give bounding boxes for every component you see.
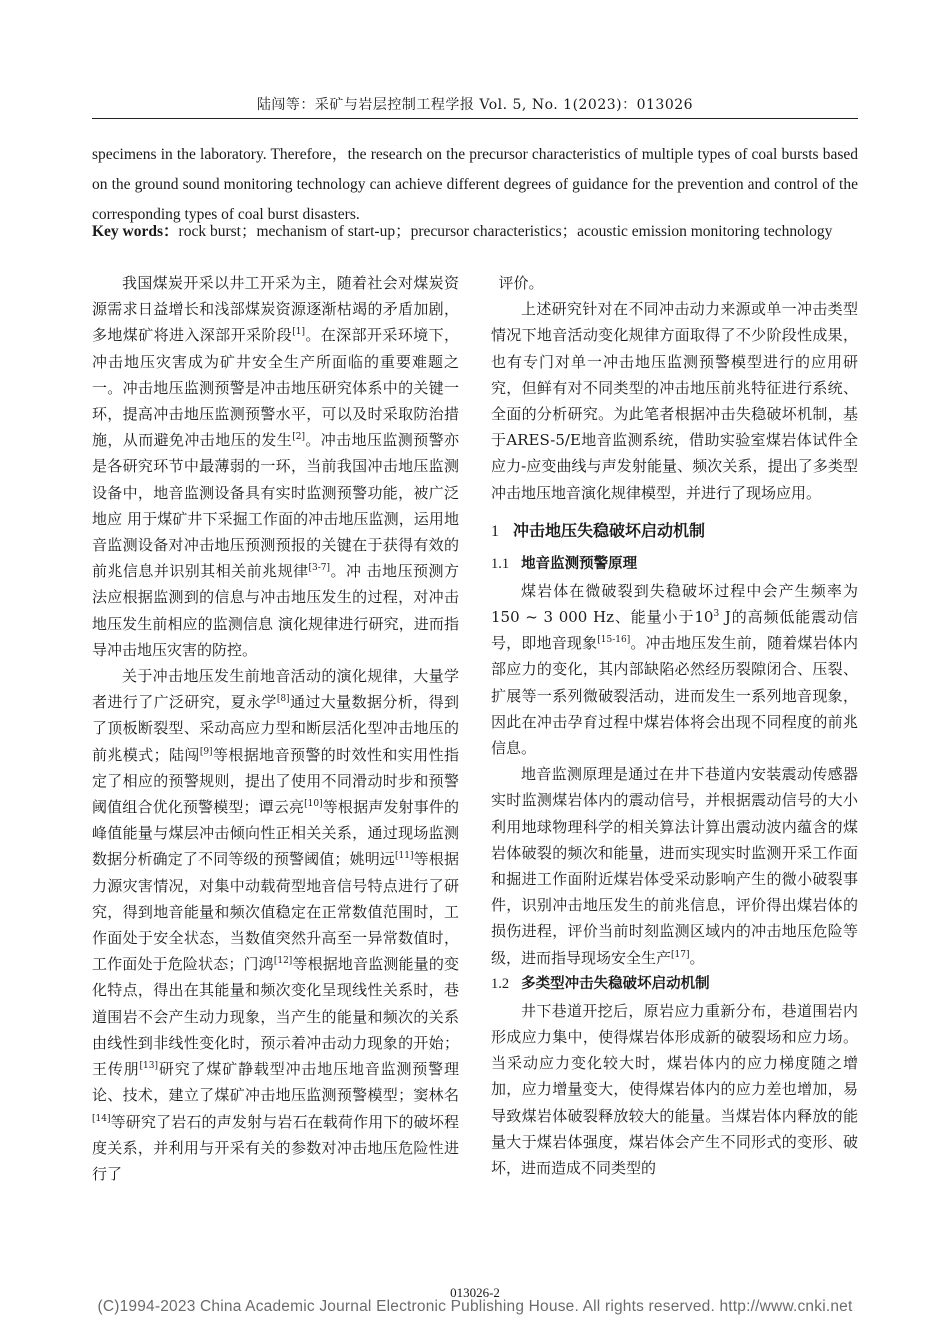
- section-1-heading: [491, 516, 858, 547]
- continued-text: 评价。: [498, 274, 544, 292]
- subsection-title: 地音监测预警原理: [521, 555, 638, 572]
- exponent: 3: [713, 609, 720, 620]
- citation[interactable]: [13]: [139, 1061, 159, 1072]
- right-column: [491, 270, 858, 1280]
- subsection-number: 1.2: [491, 975, 510, 992]
- citation[interactable]: [12]: [273, 956, 293, 967]
- page-number: 013026-2: [450, 1285, 500, 1300]
- left-column: [92, 270, 459, 1280]
- citation[interactable]: [1]: [292, 327, 305, 338]
- subsection-number: 1.1: [491, 555, 510, 572]
- keywords-text: rock burst；mechanism of start-up；precursor characteristics；acoustic emission monitoring technology: [178, 223, 833, 240]
- intro-paragraph-1: 我国煤炭开采以井工开采为主，随着社会对煤炭资源需求日益增长和浅部煤炭资源逐渐枯竭的矛盾加剧，多地煤矿将进入深部开采阶段[1]。在深部开采环境下，冲击地压灾害成为矿井安全生产所面临的重要难题之一。冲击地压监测预警是冲击地压研究体系中的关键一环，提高冲击地压监测预警水平，可以及时采取防治措施，从而避免冲击地压的发生[2]。冲击地压监测预警亦是各研究环节中最薄弱的一环，当前我国冲击地压监测设备中，地音监测设备具有实时监测预警功能，被广泛地应 用于煤矿井下采掘工作面的冲击地压监测，运用地音监测设备对冲击地压预测预报的关键在于获得有效的前兆信息并识别其相关前兆规律[3-7]。冲 击地压预测方法应根据监测到的信息与冲击地压发生的过程，对冲击地压发生前相应的监测信息 演化规律进行研究，进而指导冲击地压灾害的防控。: [92, 274, 459, 659]
- citation[interactable]: [17]: [671, 949, 690, 960]
- paragraph-1-2: 井下巷道开挖后，原岩应力重新分布，巷道围岩内形成应力集中，使得煤岩体形成新的破裂场和应力场。当采动应力变化较大时，煤岩体内的应力梯度随之增加，应力增量变大，使得煤岩体内的应力差也增加，易导致煤岩体破裂释放较大的能量。当煤岩体内释放的能量大于煤岩体强度，煤岩体会产生不同形式的变形、破坏，进而造成不同类型的: [491, 1001, 858, 1178]
- keywords-label: Key words：: [92, 223, 179, 240]
- paragraph-1-1-a: 煤岩体在微破裂到失稳破坏过程中会产生频率为150 ~ 3 000 Hz、能量小于$10^3$ J的高频低能震动信号，即地音现象[15-16]。冲击地压发生前，随着煤岩体内部应力的变化，其内部缺陷必然经历裂隙闭合、压裂、扩展等一系列微破裂活动，进而发生一系列地音现象，因此在冲击孕育过程中煤岩体将会出现不同程度的前兆信息。: [491, 581, 858, 758]
- header-rule: [92, 118, 858, 119]
- keywords: [92, 220, 858, 244]
- citation[interactable]: [3-7]: [308, 563, 331, 574]
- intro-paragraph-2: 关于冲击地压发生前地音活动的演化规律，大量学者进行了广泛研究，夏永学[8]通过大量数据分析，得到了顶板断裂型、采动高应力型和断层活化型冲击地压的前兆模式；陆闯[9]等根据地音预警的时效性和实用性指定了相应的预警规则，提出了使用不同滑动时步和预警阈值组合优化预警模型；谭云亮[10]等根据声发射事件的峰值能量与煤层冲击倾向性正相关关系，通过现场监测数据分析确定了不同等级的预警阈值；姚明远[11]等根据力源灾害情况，对集中动载荷型地音信号特点进行了研究，得到地音能量和频次值稳定在正常数值范围时，工作面处于安全状态，当数值突然升高至一异常数值时，工作面处于危险状态；门鸿[12]等根据地音监测能量的变化特点，得出在其能量和频次变化呈现线性关系时，巷道围岩不会产生动力现象，当产生的能量和频次的关系由线性到非线性变化时，预示着冲击动力现象的开始；王传朋[13]研究了煤矿静载型冲击地压地音监测预警理论、技术，建立了煤矿冲击地压监测预警模型；窦林名[14]等研究了岩石的声发射与岩石在载荷作用下的破坏程度关系，并利用与开采有关的参数对冲击地压危险性进行了: [92, 667, 459, 1183]
- citation[interactable]: [15-16]: [597, 635, 631, 646]
- intro-paragraph-3: 上述研究针对在不同冲击动力来源或单一冲击类型情况下地音活动变化规律方面取得了不少阶段性成果，也有专门对单一冲击地压监测预警模型进行的应用研究，但鲜有对不同类型的冲击地压前兆特征进行系统、全面的分析研究。为此笔者根据冲击失稳破坏机制，基于ARES-5/E地音监测系统，借助实验室煤岩体试件全应力-应变曲线与声发射能量、频次关系，提出了多类型冲击地压地音演化规律模型，并进行了现场应用。: [491, 300, 858, 502]
- citation[interactable]: [9]: [199, 746, 213, 757]
- citation[interactable]: [14]: [92, 1113, 111, 1124]
- section-title: 冲击地压失稳破坏启动机制: [513, 520, 706, 540]
- subsection-1-1-heading: [491, 551, 858, 578]
- subsection-title: 多类型冲击失稳破坏启动机制: [521, 975, 710, 992]
- copyright-footer: (C)1994-2023 China Academic Journal Electronic Publishing House. All rights reserved. http://www.cnki.net: [97, 1298, 853, 1315]
- citation[interactable]: [2]: [292, 432, 305, 443]
- abstract-continuation: specimens in the laboratory. Therefore，the research on the precursor characteristics of multiple types of coal bursts based on the ground sound monitoring technology can achieve different degrees of guidance for the prevention and control of the corresponding types of coal burst disasters.: [92, 146, 858, 223]
- citation[interactable]: [10]: [304, 799, 323, 810]
- running-header: 陆闯等：采矿与岩层控制工程学报 Vol. 5, No. 1(2023)：013026: [256, 97, 694, 113]
- citation[interactable]: [8]: [276, 694, 290, 705]
- subsection-1-2-heading: [491, 971, 858, 998]
- section-number: 1: [491, 522, 499, 540]
- paragraph-1-1-b: 地音监测原理是通过在井下巷道内安装震动传感器实时监测煤岩体内的震动信号，并根据震动信号的大小利用地球物理科学的相关算法计算出震动波内蕴含的煤岩体破裂的频次和能量，进而实现实时监测开采工作面和掘进工作面附近煤岩体受采动影响产生的微小破裂事件，识别冲击地压发生的前兆信息，评价得出煤岩体的损伤进程，评价当前时刻监测区域内的冲击地压危险等级，进而指导现场安全生产[17]。: [491, 765, 858, 967]
- citation[interactable]: [11]: [395, 851, 414, 862]
